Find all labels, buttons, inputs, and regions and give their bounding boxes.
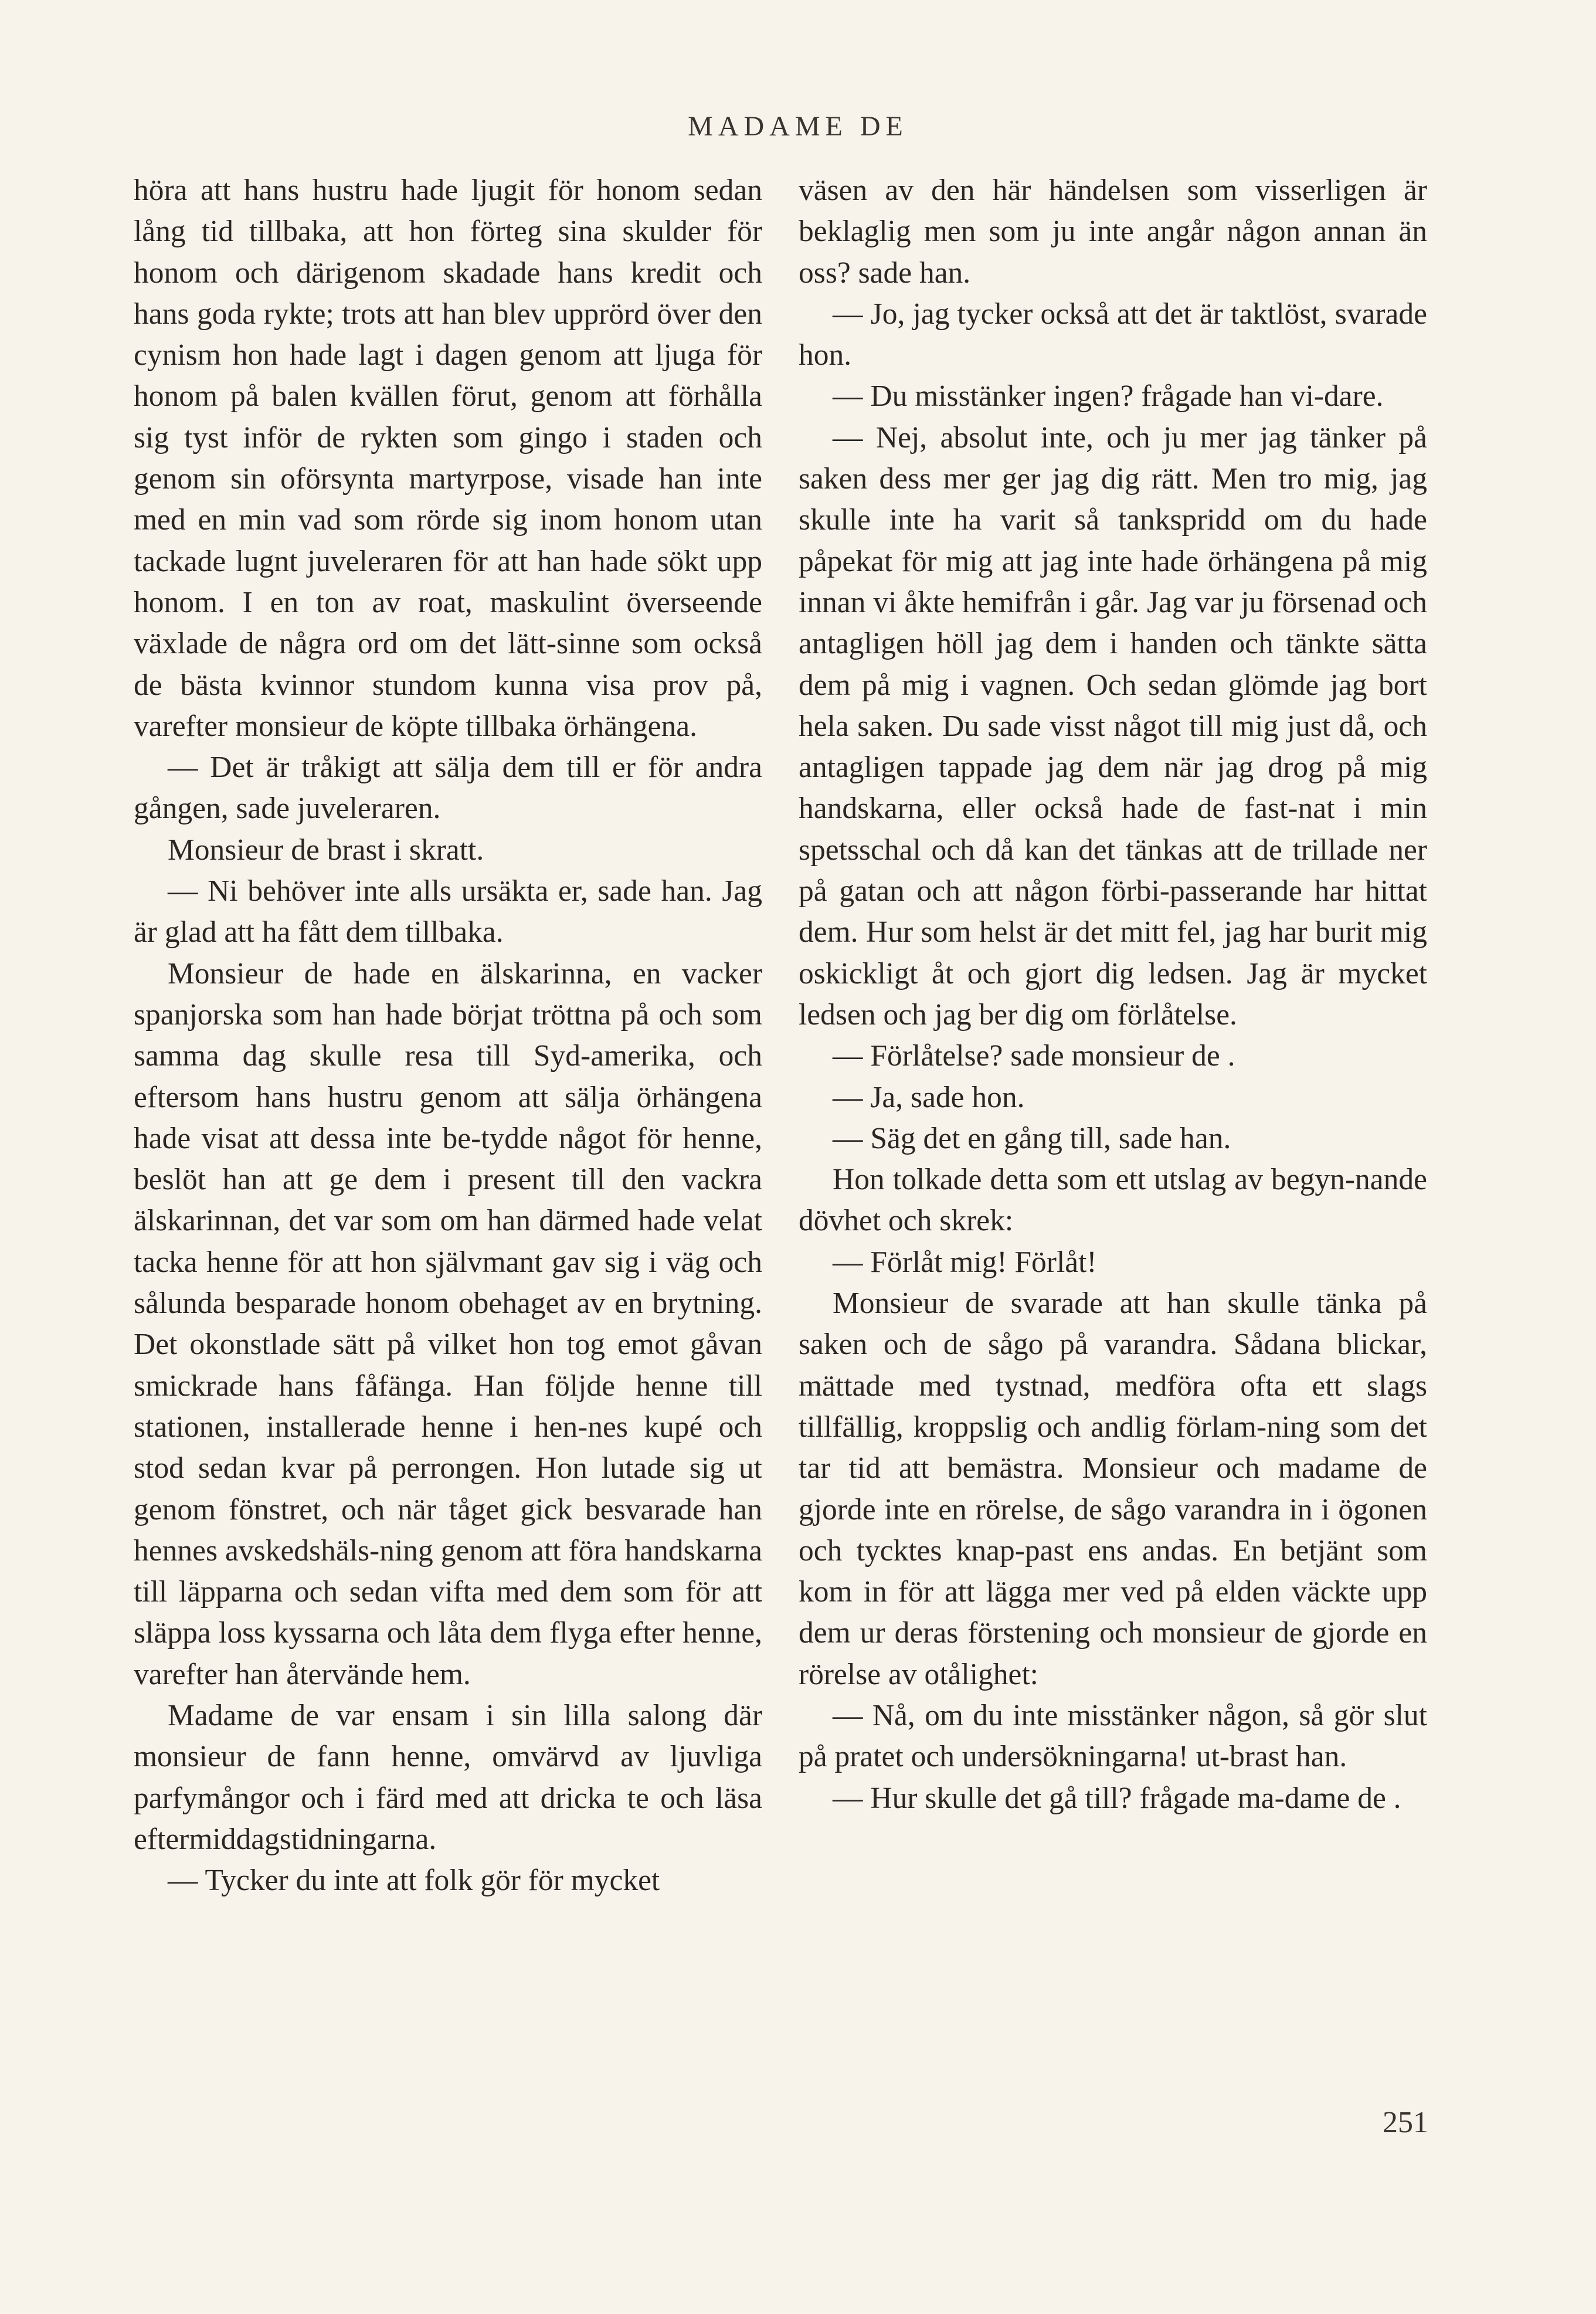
paragraph: — Förlåtelse? sade monsieur de .	[833, 1039, 1235, 1073]
running-head: MADAME DE	[688, 111, 908, 142]
right-column	[799, 170, 1427, 1819]
paragraph: — Det är tråkigt att sälja dem till er för andra gången, sade juveleraren.	[134, 751, 762, 826]
paragraph: — Nå, om du inte misstänker någon, så gör slut på pratet och undersökningarna! ut-brast han.	[799, 1698, 1427, 1774]
paragraph: — Jo, jag tycker också att det är taktlöst, svarade hon.	[799, 297, 1427, 372]
paragraph: — Hur skulle det gå till? frågade ma-dame de .	[833, 1781, 1401, 1815]
paragraph: Monsieur de hade en älskarinna, en vacker spanjorska som han hade börjat tröttna på och som samma dag skulle resa till Syd-amerika, och eftersom hans hustru genom att sälja örhängena hade visat att dessa inte be-tydde något för henne, beslöt han att ge dem i present till den vackra älskarinnan, det var som om han därmed hade velat tacka henne för att hon självmant gav sig i väg och sålunda besparade honom obehaget av en brytning. Det okonstlade sätt på vilket hon tog emot gåvan smickrade hans fåfänga. Han följde henne till stationen, installerade henne i hen-nes kupé och stod sedan kvar på perrongen. Hon lutade sig ut genom fönstret, och när tåget gick besvarade han hennes avskedshäls-ning genom att föra handskarna till läpparna och sedan vifta med dem som för att släppa loss kyssarna och låta dem flyga efter henne, varefter han återvände hem.	[134, 956, 762, 1691]
paragraph: höra att hans hustru hade ljugit för honom sedan lång tid tillbaka, att hon förteg sina skulder för honom och därigenom skadade hans kredit och hans goda rykte; trots att han blev upprörd över den cynism hon hade lagt i dagen genom att ljuga för honom på balen kvällen förut, genom att förhålla sig tyst inför de rykten som gingo i staden och genom sin oförsynta martyrpose, visade han inte med en min vad som rörde sig inom honom utan tackade lugnt juveleraren för att han hade sökt upp honom. I en ton av roat, maskulint överseende växlade de några ord om det lätt-sinne som också de bästa kvinnor stundom kunna visa prov på, varefter monsieur de köpte tillbaka örhängena.	[134, 174, 762, 743]
paragraph: — Du misstänker ingen? frågade han vi-dare.	[833, 379, 1384, 413]
paragraph: Monsieur de svarade att han skulle tänka på saken och de sågo på varandra. Sådana blickar, mättade med tystnad, medföra ofta ett slags tillfällig, kroppslig och andlig förlam-ning som det tar tid att bemästra. Monsieur och madame de gjorde inte en rörelse, de sågo varandra in i ögonen och tycktes knap-past ens andas. En betjänt som kom in för att lägga mer ved på elden väckte upp dem ur deras förstening och monsieur de gjorde en rörelse av otålighet:	[799, 1287, 1427, 1691]
paragraph: väsen av den här händelsen som visserligen är beklaglig men som ju inte angår någon annan än oss? sade han.	[799, 174, 1427, 290]
paragraph: Hon tolkade detta som ett utslag av begyn-nande dövhet och skrek:	[799, 1163, 1427, 1238]
paragraph: — Tycker du inte att folk gör för mycket	[168, 1864, 660, 1898]
paragraph: — Säg det en gång till, sade han.	[833, 1121, 1231, 1155]
paragraph: — Ni behöver inte alls ursäkta er, sade han. Jag är glad att ha fått dem tillbaka.	[134, 874, 762, 949]
paragraph: — Ja, sade hon.	[833, 1080, 1025, 1114]
left-column	[134, 170, 762, 1901]
paragraph: — Förlåt mig! Förlåt!	[833, 1245, 1097, 1279]
page-number: 251	[1383, 2106, 1428, 2139]
paragraph: — Nej, absolut inte, och ju mer jag tänker på saken dess mer ger jag dig rätt. Men tro mig, jag skulle inte ha varit så tankspridd om du hade påpekat för mig att jag inte hade örhängena på mig innan vi åkte hemifrån i går. Jag var ju försenad och antagligen höll jag dem i handen och tänkte sätta dem på mig i vagnen. Och sedan glömde jag bort hela saken. Du sade visst något till mig just då, och antagligen tappade jag dem när jag drog på mig handskarna, eller också hade de fast-nat i min spetsschal och då kan det tänkas att de trillade ner på gatan och att någon förbi-passerande har hittat dem. Hur som helst är det mitt fel, jag har burit mig oskickligt åt och gjort dig ledsen. Jag är mycket ledsen och jag ber dig om förlåtelse.	[799, 420, 1427, 1032]
paragraph: Madame de var ensam i sin lilla salong där monsieur de fann henne, omvärvd av ljuvliga parfymångor och i färd med att dricka te och läsa eftermiddagstidningarna.	[134, 1698, 762, 1856]
paragraph: Monsieur de brast i skratt.	[168, 833, 484, 867]
